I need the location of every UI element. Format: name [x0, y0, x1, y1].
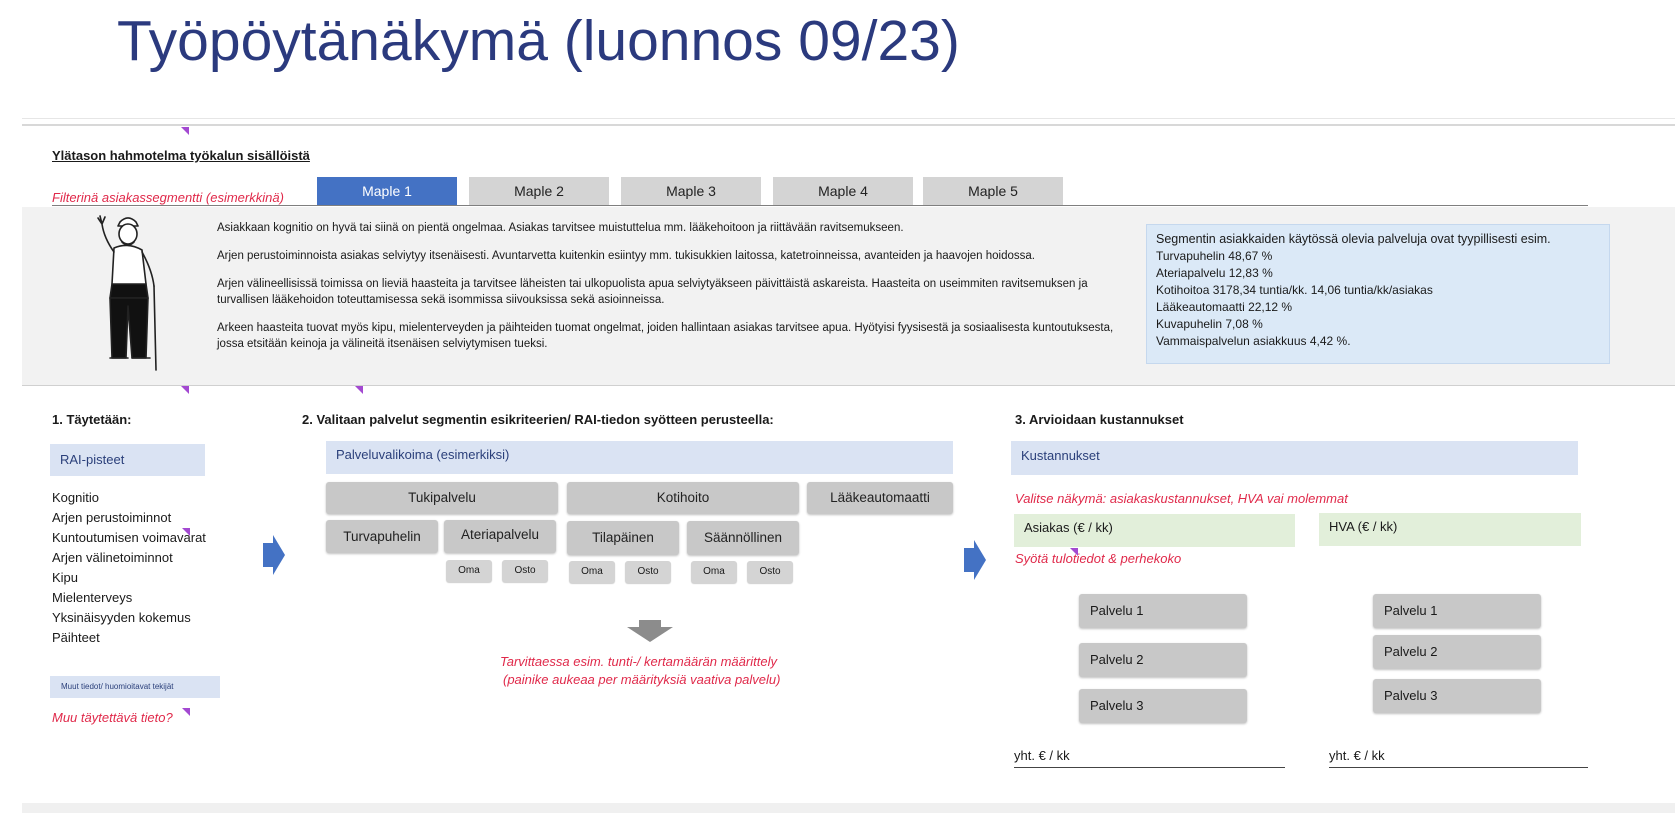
down-arrow-icon: [627, 620, 673, 642]
step-arrow-icon: [263, 535, 285, 575]
rai-item-kognitio[interactable]: Kognitio: [52, 490, 99, 505]
turvapuhelin-button[interactable]: Turvapuhelin: [326, 520, 438, 553]
tilapainen-osto-button[interactable]: Osto: [625, 561, 671, 583]
rai-item-kipu[interactable]: Kipu: [52, 570, 79, 585]
other-fill-prompt: Muu täytettävä tieto?: [52, 710, 173, 725]
quantity-note-line1: Tarvittaessa esim. tunti-/ kertamäärän määrittely: [500, 654, 777, 669]
saannollinen-oma-button[interactable]: Oma: [691, 561, 737, 583]
customer-service-3[interactable]: Palvelu 3: [1079, 689, 1247, 723]
rai-item-yksinaisyys[interactable]: Yksinäisyyden kokemus: [52, 610, 191, 625]
customer-service-2[interactable]: Palvelu 2: [1079, 643, 1247, 677]
saannollinen-osto-button[interactable]: Osto: [747, 561, 793, 583]
view-select-prompt[interactable]: Valitse näkymä: asiakaskustannukset, HVA vai molemmat: [1015, 491, 1348, 506]
step2-heading: 2. Valitaan palvelut segmentin esikriteerien/ RAI-tiedon syötteen perusteella:: [302, 412, 774, 427]
step3-heading: 3. Arvioidaan kustannukset: [1015, 412, 1184, 427]
laakeautomaatti-button[interactable]: Lääkeautomaatti: [807, 482, 953, 514]
customer-cost-field[interactable]: Asiakas (€ / kk): [1014, 514, 1295, 547]
tab-maple-1[interactable]: Maple 1: [317, 177, 457, 205]
service-palette-header: Palveluvalikoima (esimerkiksi): [326, 441, 953, 474]
tilapainen-oma-button[interactable]: Oma: [569, 561, 615, 583]
tab-maple-5[interactable]: Maple 5: [923, 177, 1063, 205]
page-title: Työpöytänäkymä (luonnos 09/23): [117, 9, 960, 73]
kotihoito-button[interactable]: Kotihoito: [567, 482, 799, 514]
service-stat: Kuvapuhelin 7,08 %: [1156, 317, 1263, 331]
rai-item-list: [52, 488, 206, 648]
service-stat: Vammaispalvelun asiakkuus 4,42 %.: [1156, 334, 1351, 348]
rai-points-field[interactable]: RAI-pisteet: [50, 444, 205, 476]
tab-maple-3[interactable]: Maple 3: [621, 177, 761, 205]
segment-services-box: [1146, 224, 1610, 364]
step-arrow-icon: [964, 540, 986, 580]
comment-marker[interactable]: [181, 127, 189, 135]
filter-label: Filterinä asiakassegmentti (esimerkkinä): [52, 190, 284, 205]
comment-marker[interactable]: [1070, 548, 1078, 556]
step1-heading: 1. Täytetään:: [52, 412, 132, 427]
rai-item-mielenterveys[interactable]: Mielenterveys: [52, 590, 133, 605]
segment-paragraph: Arjen perustoiminnoista asiakas selviytyy itsenäisesti. Avuntarvetta kuitenkin esiintyy mm. tukisukkien laitossa, katetroinneissa, avanteiden ja haavojen hoidossa.: [217, 250, 1035, 262]
tilapainen-button[interactable]: Tilapäinen: [567, 521, 679, 555]
tab-maple-2[interactable]: Maple 2: [469, 177, 609, 205]
rai-item-paihteet[interactable]: Päihteet: [52, 630, 100, 645]
rai-item-arjen-valinetoiminnot[interactable]: Arjen välinetoiminnot: [52, 550, 173, 565]
comment-marker[interactable]: [182, 708, 190, 716]
segment-paragraph: Arjen välineellisissä toimissa on lieviä haasteita ja tarvitsee läheisten tai ulkopuolista apua selviytyäkseen päivittäistä askareista. Haasteita on useimmiten ravitsemuksen ja turvallisen lääkehoidon toteuttamisessa sekä isommissa siivouksissa sekä asioinneissa.: [217, 278, 1088, 306]
saannollinen-button[interactable]: Säännöllinen: [687, 521, 799, 555]
customer-total: yht. € / kk: [1014, 748, 1285, 768]
comment-marker[interactable]: [355, 386, 363, 394]
service-stat: Ateriapalvelu 12,83 %: [1156, 266, 1273, 280]
service-stat: Lääkeautomaatti 22,12 %: [1156, 300, 1293, 314]
income-input-prompt[interactable]: Syötä tulotiedot & perhekoko: [1015, 551, 1182, 566]
ateriapalvelu-button[interactable]: Ateriapalvelu: [444, 520, 556, 553]
costs-header: Kustannukset: [1011, 441, 1578, 475]
hva-service-1[interactable]: Palvelu 1: [1373, 594, 1541, 628]
service-stat: Kotihoitoa 3178,34 tuntia/kk. 14,06 tuntia/kk/asiakas: [1156, 283, 1433, 297]
rai-item-arjen-perustoiminnot[interactable]: Arjen perustoiminnot: [52, 510, 172, 525]
ateriapalvelu-oma-button[interactable]: Oma: [446, 560, 492, 582]
tab-maple-4[interactable]: Maple 4: [773, 177, 913, 205]
top-divider: [22, 124, 1675, 126]
rai-item-kuntoutumisen-voimavarat[interactable]: Kuntoutumisen voimavarat: [52, 530, 206, 545]
quantity-note-line2: (painike aukeaa per määrityksiä vaativa palvelu): [503, 672, 781, 687]
comment-marker[interactable]: [182, 528, 190, 536]
segment-paragraph: Arkeen haasteita tuovat myös kipu, mielenterveyden ja päihteiden tuomat ongelmat, joiden hallintaan asiakas tarvitsee apua. Hyötyisi fyysisestä ja sosiaalisesta kuntoutuksesta, jossa etsitään keinoja ja välineitä itsenäisen selviytymisen tueksi.: [217, 322, 1114, 350]
comment-marker[interactable]: [181, 386, 189, 394]
tab-underline: [52, 205, 1588, 206]
services-header: Segmentin asiakkaiden käytössä olevia palveluja ovat tyypillisesti esim.: [1156, 232, 1551, 246]
hva-total: yht. € / kk: [1329, 748, 1588, 768]
hva-cost-field[interactable]: HVA (€ / kk): [1319, 513, 1581, 546]
tukipalvelu-button[interactable]: Tukipalvelu: [326, 482, 558, 514]
ateriapalvelu-osto-button[interactable]: Osto: [502, 560, 548, 582]
elderly-person-illustration: [80, 212, 170, 372]
segment-description: [217, 220, 1117, 352]
hva-service-2[interactable]: Palvelu 2: [1373, 635, 1541, 669]
service-stat: Turvapuhelin 48,67 %: [1156, 249, 1273, 263]
tool-heading: Ylätason hahmotelma työkalun sisällöistä: [52, 148, 310, 163]
other-info-field[interactable]: Muut tiedot/ huomioitavat tekijät: [50, 676, 220, 698]
customer-service-1[interactable]: Palvelu 1: [1079, 594, 1247, 628]
bottom-scroll-area: [22, 803, 1675, 813]
hva-service-3[interactable]: Palvelu 3: [1373, 679, 1541, 713]
segment-paragraph: Asiakkaan kognitio on hyvä tai siinä on pientä ongelmaa. Asiakas tarvitsee muistuttelua mm. lääkehoitoon ja riittävään ravitsemukseen.: [217, 222, 904, 234]
